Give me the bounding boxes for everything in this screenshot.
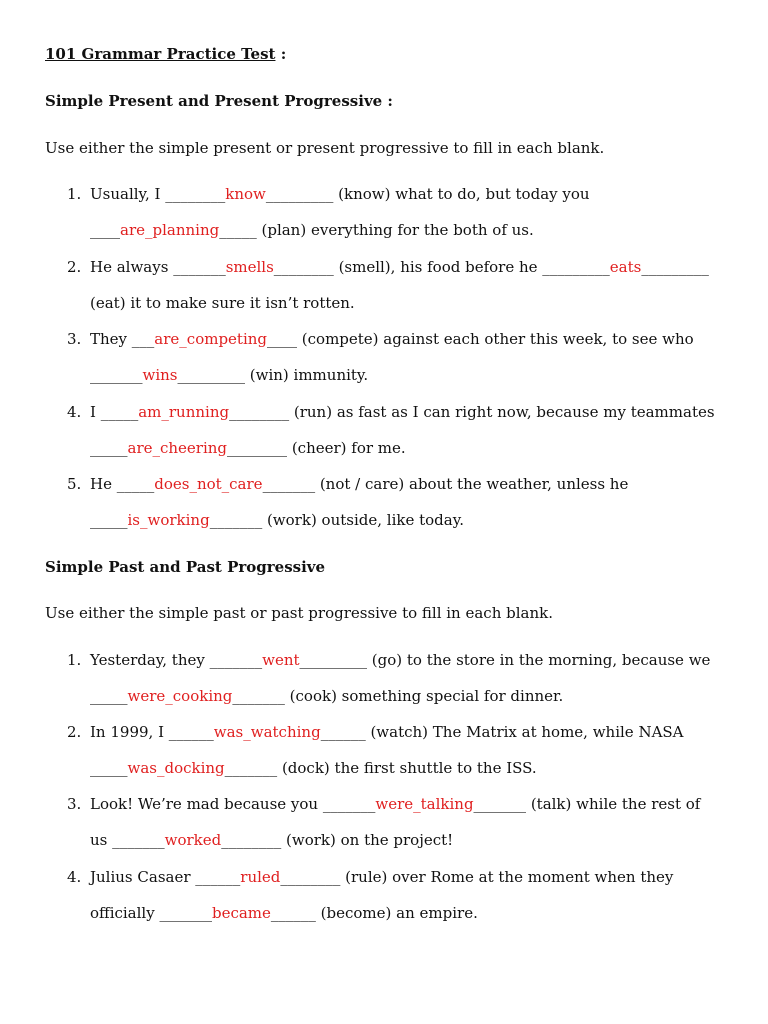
section1-heading: Simple Present and Present Progressive : [45, 92, 393, 110]
answer-text: was_watching [213, 723, 321, 741]
title-colon: : [275, 45, 287, 63]
question-line-2 [90, 294, 355, 312]
question-line-2 [90, 439, 406, 457]
question-text: ______ (become) an empire. [270, 904, 478, 922]
answer-text: were_cooking [127, 687, 233, 705]
section2-instruction: Use either the simple past or past progressive to fill in each blank. [45, 604, 554, 622]
question-line-1 [90, 795, 700, 813]
question-number: 4. [67, 868, 82, 886]
question-text: In 1999, I ______ [90, 723, 214, 741]
question-text: They ___ [90, 330, 155, 348]
question-text: _____ [90, 511, 128, 529]
question-text: Look! We’re mad because you _______ [90, 795, 376, 813]
answer-text: ruled [240, 868, 281, 886]
question-line-1 [90, 723, 684, 741]
answer-text: was_docking [127, 759, 225, 777]
question-text: _______ (not / care) about the weather, unless he [262, 475, 629, 493]
question-line-1 [90, 651, 710, 669]
question-text: ______ (watch) The Matrix at home, while NASA [320, 723, 684, 741]
question-text: Usually, I ________ [90, 185, 226, 203]
answer-text: know [225, 185, 266, 203]
answer-text: went [262, 651, 300, 669]
section2-heading: Simple Past and Past Progressive [45, 558, 326, 576]
question-text: _________ (know) what to do, but today you [265, 185, 590, 203]
question-text: _______ [90, 366, 143, 384]
question-text: (eat) it to make sure it isn’t rotten. [90, 294, 355, 312]
question-text: _____ [90, 439, 128, 457]
question-text: ____ [90, 221, 120, 239]
question-number: 4. [67, 403, 82, 421]
question-text: us _______ [90, 831, 165, 849]
section1-instruction: Use either the simple present or present progressive to fill in each blank. [45, 139, 605, 157]
answer-text: smells [225, 258, 274, 276]
question-text: Julius Casaer ______ [90, 868, 241, 886]
question-text: _______ (work) outside, like today. [209, 511, 464, 529]
answer-text: are_competing [154, 330, 268, 348]
question-line-2 [90, 366, 368, 384]
question-text: _________ [641, 258, 709, 276]
question-number: 2. [67, 723, 82, 741]
question-line-1 [90, 185, 590, 203]
answer-text: are_planning [120, 221, 220, 239]
question-text: _______ (cook) something special for dinner. [232, 687, 564, 705]
question-text: ________ (smell), his food before he _________ [273, 258, 610, 276]
question-text: ________ (run) as fast as I can right now, because my teammates [229, 403, 715, 421]
question-number: 2. [67, 258, 82, 276]
title-text: 101 Grammar Practice Test [45, 45, 276, 63]
question-number: 1. [67, 651, 82, 669]
answer-text: eats [609, 258, 642, 276]
question-text: He _____ [90, 475, 155, 493]
answer-text: worked [164, 831, 222, 849]
question-number: 5. [67, 475, 82, 493]
question-line-2 [90, 831, 453, 849]
question-text: _______ (talk) while the rest of [473, 795, 701, 813]
question-text: I _____ [90, 403, 139, 421]
question-line-1 [90, 868, 673, 886]
question-text: ________ (rule) over Rome at the moment when they [280, 868, 674, 886]
question-text: He always _______ [90, 258, 226, 276]
question-line-2 [90, 511, 464, 529]
question-text: _____ [90, 687, 128, 705]
question-number: 3. [67, 795, 82, 813]
answer-text: are_cheering [127, 439, 228, 457]
answer-text: wins [142, 366, 178, 384]
question-line-2 [90, 759, 537, 777]
question-number: 3. [67, 330, 82, 348]
question-text: _______ (dock) the first shuttle to the ISS. [224, 759, 537, 777]
question-line-1 [90, 330, 694, 348]
question-line-2 [90, 904, 478, 922]
answer-text: does_not_care [154, 475, 263, 493]
question-line-2 [90, 221, 534, 239]
question-text: Yesterday, they _______ [90, 651, 263, 669]
question-text: _____ [90, 759, 128, 777]
question-line-1 [90, 403, 715, 421]
question-line-1 [90, 258, 709, 276]
answer-text: were_talking [375, 795, 474, 813]
answer-text: is_working [127, 511, 210, 529]
question-text: ________ (work) on the project! [221, 831, 454, 849]
answer-text: am_running [138, 403, 230, 421]
question-text: _____ (plan) everything for the both of us. [219, 221, 534, 239]
question-text: _________ (win) immunity. [177, 366, 369, 384]
question-text: ____ (compete) against each other this week, to see who [267, 330, 694, 348]
question-text: officially _______ [90, 904, 212, 922]
page-title [45, 45, 286, 63]
question-text: ________ (cheer) for me. [227, 439, 406, 457]
answer-text: became [211, 904, 271, 922]
question-text: _________ (go) to the store in the morning, because we [299, 651, 711, 669]
question-line-1 [90, 475, 628, 493]
question-line-2 [90, 687, 563, 705]
question-number: 1. [67, 185, 82, 203]
